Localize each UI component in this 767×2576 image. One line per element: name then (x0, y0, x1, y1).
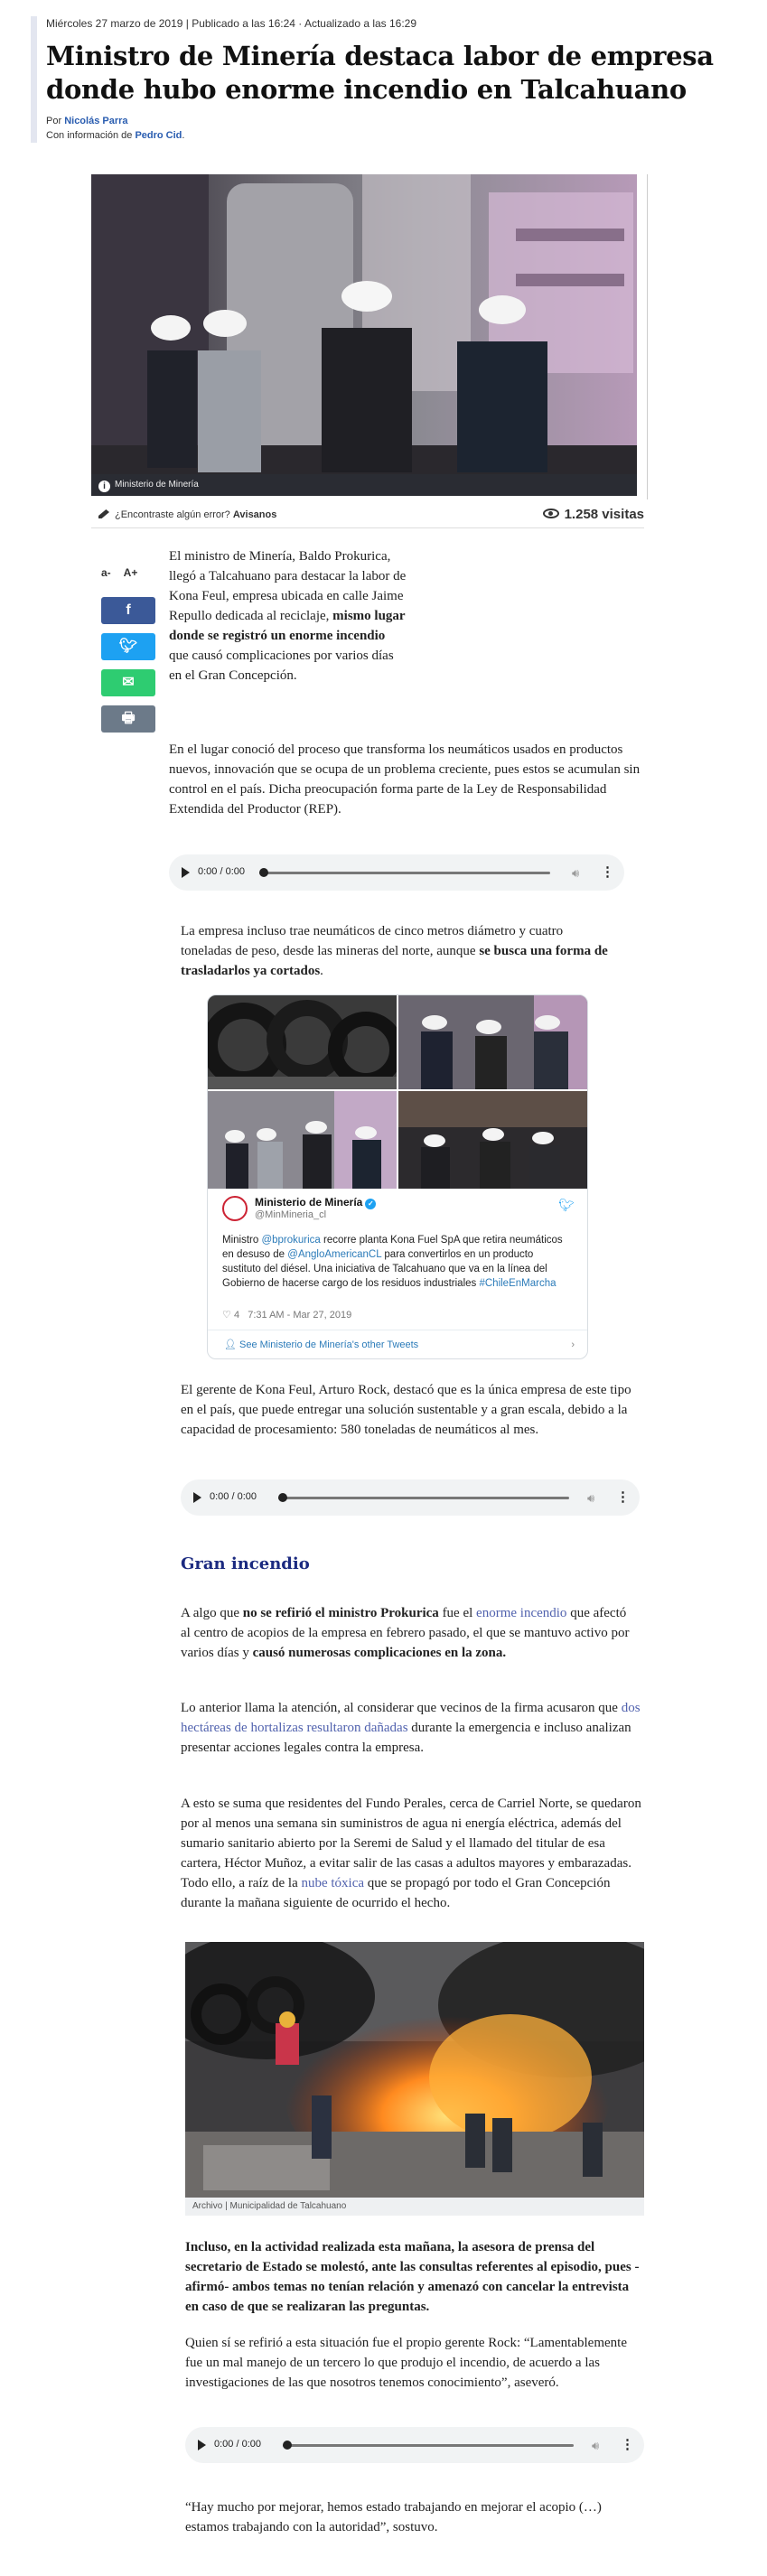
volume-icon[interactable]: 🔊︎ (572, 866, 580, 880)
byline-prefix: Por (46, 116, 62, 126)
nube-toxica-link[interactable]: nube tóxica (301, 1876, 365, 1890)
tweet-text (222, 1233, 575, 1291)
incendio-link[interactable]: enorme incendio (476, 1606, 567, 1620)
audio-player[interactable] (169, 854, 624, 891)
paragraph-7 (181, 1794, 643, 1913)
tweet-handle[interactable]: @MinMineria_cl (255, 1209, 327, 1220)
edit-icon (98, 509, 109, 518)
paragraph-6 (181, 1698, 643, 1758)
publish-meta: Miércoles 27 marzo de 2019 | Publicado a las 16:24 · Actualizado a las 16:29 (46, 17, 417, 30)
fire-photo-credit: Archivo | Municipalidad de Talcahuano (185, 2198, 644, 2216)
p7-text-b: que se propagó por todo el Gran Concepción durante la mañana siguiente de ocurrido el hecho. (181, 1876, 611, 1910)
p5-bold-1: no se refirió el ministro Prokurica (242, 1606, 439, 1620)
print-button[interactable] (101, 705, 155, 733)
paragraph-4: El gerente de Kona Feul, Arturo Rock, destacó que es la única empresa de este tipo en el país, que puede entregar una solución sustentable y a gran escala, debido a la capacidad de procesamiento: 580 toneladas de neumáticos al mes. (181, 1383, 631, 1437)
more-options-icon[interactable]: ⋮ (616, 1489, 630, 1505)
p1-text-a: El ministro de Minería, Baldo Prokurica, llegó a Talcahuano para destacar la labor de Kona Feul, empresa ubicada en calle Jaime Repullo dedicada al reciclaje, (169, 549, 407, 623)
info-author-link[interactable]: Pedro Cid (135, 130, 182, 141)
email-icon: ✉ (122, 675, 135, 690)
p6-text-b: durante la emergencia e incluso analizan presentar acciones legales contra la empresa. (181, 1721, 631, 1755)
heart-icon[interactable]: ♡ (222, 1310, 231, 1321)
verified-icon: ✓ (365, 1199, 376, 1209)
audio-time: 0:00 / 0:00 (198, 866, 245, 877)
p1-text-b: que causó complicaciones por varios días en el Gran Concepción. (169, 649, 394, 683)
hortalizas-link[interactable]: dos hectáreas de hortalizas resultaron dañadas (181, 1701, 641, 1735)
volume-icon[interactable]: 🔊︎ (587, 1491, 595, 1505)
tweet-name-text: Ministerio de Minería (255, 1196, 363, 1209)
audio-progress-knob[interactable] (259, 868, 268, 877)
more-options-icon[interactable]: ⋮ (621, 2437, 634, 2452)
author-link[interactable]: Nicolás Parra (64, 116, 128, 126)
play-icon[interactable] (193, 1492, 201, 1503)
report-bar (91, 503, 644, 528)
paragraph-5 (181, 1603, 637, 1663)
font-size-controls (101, 566, 155, 579)
user-icon: 👤︎ (224, 1339, 237, 1350)
paragraph-10: “Hay mucho por mejorar, hemos estado trabajando en mejorar el acopio (…) estamos trabajando con la autoridad”, sostuvo. (185, 2500, 602, 2534)
tweet-embed[interactable] (207, 994, 588, 1359)
tweet-photo-3[interactable] (208, 1091, 397, 1189)
main-photo[interactable] (91, 174, 637, 496)
tweet-mention-1[interactable]: @bprokurica (261, 1235, 321, 1246)
tweet-photo-2[interactable] (398, 995, 587, 1089)
article-header (31, 16, 749, 143)
paragraph-1 (169, 546, 407, 686)
tweet-photo-4[interactable] (398, 1091, 587, 1189)
audio-progress-knob[interactable] (283, 2441, 292, 2450)
font-decrease-button[interactable]: a- (101, 566, 111, 579)
tweet-hashtag[interactable]: #ChileEnMarcha (479, 1278, 557, 1289)
tweet-stats (222, 1309, 351, 1321)
photo-credit (91, 474, 637, 496)
visits-count: 1.258 visitas (564, 507, 644, 522)
p6-text-a: Lo anterior llama la atención, al considerar que vecinos de la firma acusaron que (181, 1701, 622, 1715)
audio-progress-track[interactable] (259, 872, 550, 874)
tweet-footer-text: See Ministerio de Minería's other Tweets (239, 1339, 419, 1350)
audio-progress-track[interactable] (283, 2444, 574, 2447)
tweet-text-c: para convertirlos en un producto sustituto del diésel. Una iniciativa de Talcahuano que va en la línea del Gobierno de hacerse cargo de los residuos industriales (222, 1249, 547, 1289)
audio-progress-knob[interactable] (278, 1493, 287, 1502)
font-increase-button[interactable]: A+ (123, 566, 138, 579)
volume-icon[interactable]: 🔊︎ (592, 2439, 600, 2452)
tweet-photo-3-image (208, 1091, 397, 1189)
more-options-icon[interactable]: ⋮ (601, 864, 614, 880)
paragraph-8 (185, 2237, 644, 2317)
report-link[interactable]: Avisanos (232, 509, 277, 520)
p5-text-c: que afectó al centro de acopios de la empresa en febrero pasado, el que se mantuvo activo por varios días y (181, 1606, 630, 1660)
audio-progress-track[interactable] (278, 1497, 569, 1499)
p3-text-b: . (320, 964, 323, 978)
audio-time: 0:00 / 0:00 (214, 2439, 261, 2450)
photo-credit-text: Ministerio de Minería (115, 480, 199, 490)
main-photo-image (91, 174, 637, 496)
play-icon[interactable] (198, 2440, 206, 2450)
byline (46, 114, 749, 128)
audio-time: 0:00 / 0:00 (210, 1491, 257, 1502)
info-prefix: Con información de (46, 130, 133, 141)
twitter-icon: 🐦︎ (118, 639, 138, 654)
tweet-text-a: Ministro (222, 1235, 262, 1246)
audio-player[interactable] (185, 2427, 644, 2463)
email-share-button[interactable] (101, 669, 155, 696)
p5-text-b: fue el (438, 1606, 477, 1620)
p7-text-a: A esto se suma que residentes del Fundo Perales, cerca de Carriel Norte, se quedaron por al menos una semana sin suministros de agua ni energía eléctrica, además del sumario sanitario abierto por la Seremi de Salud y el llamado del titular de esa cartera, Héctor Muñoz, a evitar salir de las casas a adultos mayores y embarazadas. Todo ello, a raíz de la (181, 1797, 641, 1890)
p1-bold: mismo lugar donde se registró un enorme incendio (169, 609, 406, 643)
tweet-photo-grid (208, 995, 587, 1189)
audio-player[interactable] (181, 1479, 640, 1516)
tweet-text-b: recorre planta Kona Fuel SpA que retira neumáticos en desuso de (222, 1235, 563, 1260)
main-photo-frame (91, 174, 648, 499)
play-icon[interactable] (182, 867, 190, 878)
tweet-photo-1[interactable] (208, 995, 397, 1089)
facebook-icon: f (126, 602, 131, 618)
visits-counter (543, 507, 644, 522)
tweet-photo-1-image (208, 995, 397, 1089)
report-error[interactable] (98, 509, 276, 520)
print-icon: 🖶︎ (121, 711, 136, 726)
p3-text-a: La empresa incluso trae neumáticos de cinco metros diámetro y cuatro toneladas de peso, desde las mineras del norte, aunque (181, 924, 564, 958)
tweet-more-link[interactable] (208, 1330, 587, 1359)
p3-bold: se busca una forma de trasladarlos ya cortados (181, 944, 608, 978)
fire-photo-image (185, 1942, 644, 2210)
tweet-likes: 4 (233, 1310, 240, 1321)
eye-icon (543, 509, 559, 518)
paragraph-2: En el lugar conoció del proceso que transforma los neumáticos usados en productos nuevos, innovación que se ocupa de un problema creciente, pues estos se acumulan sin control en el país. Dicha preocupación forma parte de la Ley de Responsabilidad Extendida del Productor (REP). (169, 742, 641, 817)
tweet-avatar[interactable] (222, 1196, 248, 1221)
p5-text-a: A algo que (181, 1606, 243, 1620)
report-question: ¿Encontraste algún error? (115, 509, 230, 520)
fire-photo[interactable] (185, 1942, 644, 2210)
tweet-mention-2[interactable]: @AngloAmericanCL (287, 1249, 382, 1260)
tweet-date[interactable]: 7:31 AM - Mar 27, 2019 (248, 1310, 352, 1321)
paragraph-9: Quien sí se refirió a esta situación fue el propio gerente Rock: “Lamentablemente fue un mal manejo de un tercero lo que produjo el incendio, de acuerdo a las investigaciones de las que nosotros tenemos conocimiento”, aseveró. (185, 2336, 627, 2390)
p8-bold: Incluso, en la actividad realizada esta mañana, la asesora de prensa del secretario de Estado se molestó, ante las consultas referentes al episodio, pues -afirmó- ambos temas no tenían relación y amenazó con cancelar la entrevista en caso de que se realizaran las preguntas. (185, 2240, 640, 2314)
facebook-share-button[interactable] (101, 597, 155, 624)
tweet-photo-4-image (398, 1091, 587, 1189)
tweet-author-name[interactable] (255, 1196, 376, 1209)
twitter-logo-icon[interactable]: 🐦︎ (558, 1198, 575, 1212)
paragraph-3 (181, 921, 614, 981)
info-icon: i (98, 481, 110, 492)
twitter-share-button[interactable] (101, 633, 155, 660)
page-title: Ministro de Minería destaca labor de empresa donde hubo enorme incendio en Talcahuano (46, 41, 714, 105)
tweet-photo-2-image (398, 995, 587, 1089)
section-title: Gran incendio (181, 1554, 310, 1573)
info-credit: Con información de Pedro Cid. (46, 130, 185, 141)
chevron-right-icon: › (571, 1339, 575, 1350)
p5-bold-2: causó numerosas complicaciones en la zona. (252, 1646, 507, 1660)
